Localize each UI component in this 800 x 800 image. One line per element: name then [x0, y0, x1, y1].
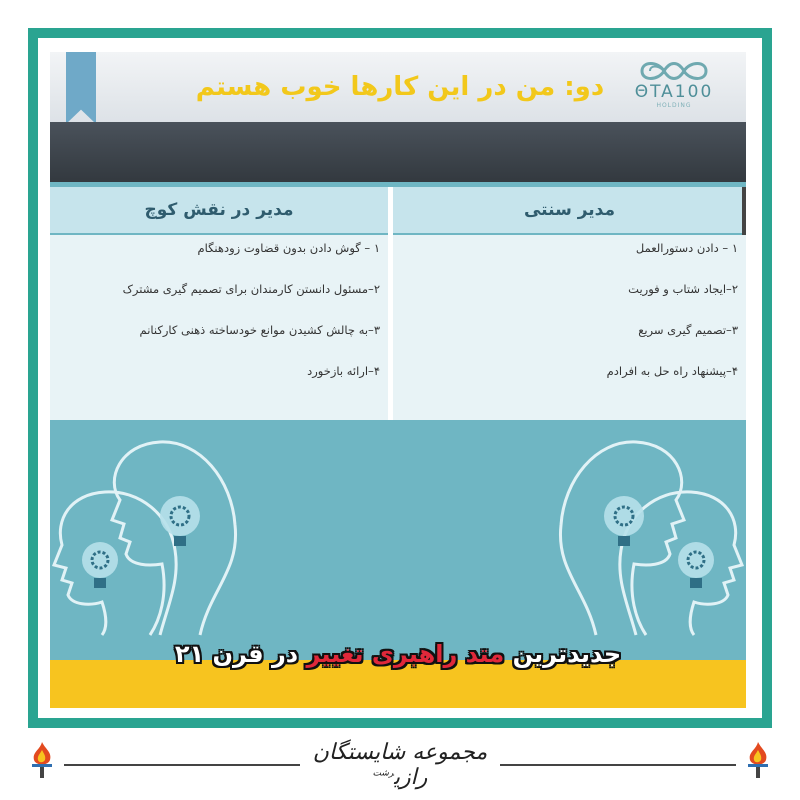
list-item: ۱ – گوش دادن بدون قضاوت زودهنگام [197, 241, 380, 255]
lightbulb-gear-icon [604, 496, 644, 546]
list-item: ۲–مسئول دانستن کارمندان برای تصمیم گیری مشترک [122, 282, 380, 296]
torch-logo-icon [744, 740, 772, 780]
list-item: ۴–پیشنهاد راه حل به افرادم [606, 364, 738, 378]
lightbulb-gear-icon [678, 542, 714, 588]
thinking-heads-illustration [50, 420, 746, 640]
dark-band [50, 122, 746, 182]
slide-title: دو: من در این کارها خوب هستم [195, 72, 605, 102]
list-item: ۴–ارائه بازخورد [307, 364, 380, 378]
column-heading-traditional: مدیر سنتی [393, 187, 746, 233]
list-item: ۳–تصمیم گیری سریع [638, 323, 738, 337]
banner-part-3: در قرن ۲۱ [174, 640, 299, 668]
logo-subtext: HOLDING [656, 102, 692, 109]
footer-brand [290, 740, 510, 790]
torch-logo-icon [28, 740, 56, 780]
list-item: ۱ – دادن دستورالعمل [635, 241, 738, 255]
list-item: ۲–ایجاد شتاب و فوریت [628, 282, 738, 296]
footer-tag: رشت [372, 768, 394, 779]
banner-part-2: متد راهبری تغییر [306, 640, 505, 668]
column-heading-coach: مدیر در نقش کوچ [50, 187, 388, 233]
list-item: ۳–به چالش کشیدن موانع خودساخته ذهنی کارکنانم [139, 323, 380, 337]
column-list-coach [50, 235, 388, 420]
logo-text: ΘTA100 [634, 82, 714, 102]
footer-divider [64, 764, 300, 766]
banner-part-1: جدیدترین [512, 640, 622, 668]
lightbulb-gear-icon [160, 496, 200, 546]
company-logo [624, 58, 724, 114]
knot-logo-icon [636, 58, 712, 84]
banner-title [50, 640, 746, 668]
lightbulb-gear-icon [82, 542, 118, 588]
footer-divider [500, 764, 736, 766]
column-list-traditional [393, 235, 746, 420]
slide [50, 52, 746, 708]
footer-brand-text: مجموعه شایستگان رازی [312, 740, 488, 790]
